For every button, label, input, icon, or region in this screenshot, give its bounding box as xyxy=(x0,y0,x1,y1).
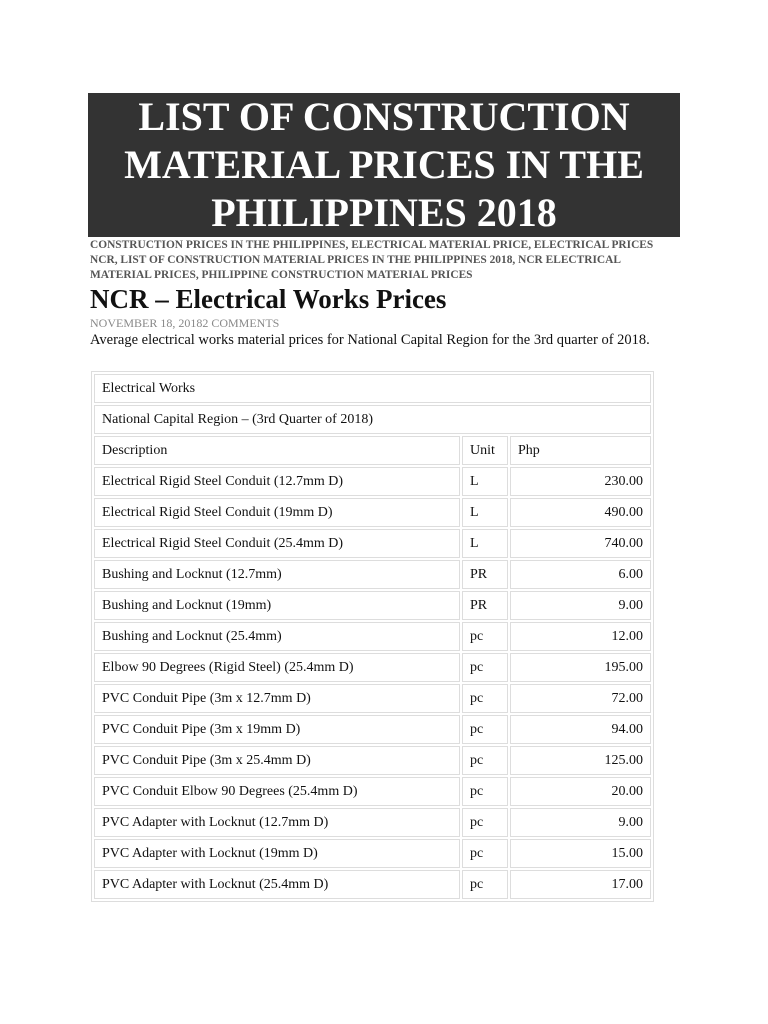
row-description: PVC Adapter with Locknut (25.4mm D) xyxy=(94,870,460,899)
row-description: PVC Conduit Pipe (3m x 25.4mm D) xyxy=(94,746,460,775)
table-row xyxy=(94,498,651,527)
row-unit: L xyxy=(462,529,508,558)
table-row xyxy=(94,839,651,868)
category-link[interactable]: ELECTRICAL MATERIAL PRICE xyxy=(351,239,529,251)
table-row xyxy=(94,591,651,620)
row-price: 72.00 xyxy=(510,684,651,713)
row-unit: pc xyxy=(462,653,508,682)
row-description: PVC Adapter with Locknut (12.7mm D) xyxy=(94,808,460,837)
row-unit: pc xyxy=(462,808,508,837)
row-price: 15.00 xyxy=(510,839,651,868)
row-description: Electrical Rigid Steel Conduit (25.4mm D) xyxy=(94,529,460,558)
category-list: CONSTRUCTION PRICES IN THE PHILIPPINES, ELECTRICAL MATERIAL PRICE, ELECTRICAL PRICES NCR, LIST OF CONSTRUCTION MATERIAL PRICES IN THE PHILIPPINES 2018, NCR ELECTRICAL MATERIAL PRICES, PHILIPPINE CONSTRUCTION MATERIAL PRICES xyxy=(90,239,654,281)
row-unit: pc xyxy=(462,839,508,868)
table-row xyxy=(94,622,651,651)
row-unit: pc xyxy=(462,777,508,806)
row-unit: PR xyxy=(462,560,508,589)
row-description: PVC Conduit Pipe (3m x 19mm D) xyxy=(94,715,460,744)
row-unit: L xyxy=(462,467,508,496)
table-row xyxy=(94,746,651,775)
row-price: 9.00 xyxy=(510,808,651,837)
header-price: Php xyxy=(510,436,651,465)
row-description: Electrical Rigid Steel Conduit (19mm D) xyxy=(94,498,460,527)
post-title: NCR – Electrical Works Prices xyxy=(90,284,447,314)
row-description: Bushing and Locknut (12.7mm) xyxy=(94,560,460,589)
banner-line-1: LIST OF CONSTRUCTION xyxy=(138,94,630,139)
row-price: 12.00 xyxy=(510,622,651,651)
table-subtitle-row xyxy=(94,405,651,434)
row-unit: pc xyxy=(462,715,508,744)
header-description: Description xyxy=(94,436,460,465)
row-price: 9.00 xyxy=(510,591,651,620)
table-row xyxy=(94,467,651,496)
table-header-row xyxy=(94,436,651,465)
row-unit: PR xyxy=(462,591,508,620)
row-description: PVC Adapter with Locknut (19mm D) xyxy=(94,839,460,868)
category-link[interactable]: LIST OF CONSTRUCTION MATERIAL PRICES IN THE PHILIPPINES 2018 xyxy=(120,254,513,266)
post-date[interactable]: NOVEMBER 18, 2018 xyxy=(90,316,203,330)
table-title-row xyxy=(94,374,651,403)
table-row xyxy=(94,560,651,589)
table-row xyxy=(94,715,651,744)
row-price: 230.00 xyxy=(510,467,651,496)
category-link[interactable]: NCR ELECTRICAL MATERIAL PRICES xyxy=(90,254,621,281)
table-subtitle: National Capital Region – (3rd Quarter of 2018) xyxy=(94,405,651,434)
table-row xyxy=(94,653,651,682)
row-unit: pc xyxy=(462,684,508,713)
page-banner xyxy=(88,93,680,237)
price-table xyxy=(91,371,654,902)
table-row xyxy=(94,529,651,558)
row-unit: L xyxy=(462,498,508,527)
row-price: 20.00 xyxy=(510,777,651,806)
row-description: Bushing and Locknut (19mm) xyxy=(94,591,460,620)
category-link[interactable]: PHILIPPINE CONSTRUCTION MATERIAL PRICES xyxy=(201,269,473,281)
row-unit: pc xyxy=(462,746,508,775)
comments-link[interactable]: 2 COMMENTS xyxy=(202,316,280,330)
table-title: Electrical Works xyxy=(94,374,651,403)
row-price: 740.00 xyxy=(510,529,651,558)
row-description: Electrical Rigid Steel Conduit (12.7mm D) xyxy=(94,467,460,496)
row-price: 125.00 xyxy=(510,746,651,775)
category-link[interactable]: CONSTRUCTION PRICES IN THE PHILIPPINES xyxy=(90,239,346,251)
row-price: 6.00 xyxy=(510,560,651,589)
table-row xyxy=(94,777,651,806)
post-meta xyxy=(90,316,279,330)
table-row xyxy=(94,808,651,837)
row-unit: pc xyxy=(462,870,508,899)
row-price: 94.00 xyxy=(510,715,651,744)
row-price: 490.00 xyxy=(510,498,651,527)
row-price: 17.00 xyxy=(510,870,651,899)
banner-line-3: PHILIPPINES 2018 xyxy=(211,190,557,235)
row-description: Bushing and Locknut (25.4mm) xyxy=(94,622,460,651)
table-row xyxy=(94,684,651,713)
header-unit: Unit xyxy=(462,436,508,465)
row-price: 195.00 xyxy=(510,653,651,682)
post-intro: Average electrical works material prices for National Capital Region for the 3rd quarter of 2018. xyxy=(90,332,650,348)
row-description: PVC Conduit Elbow 90 Degrees (25.4mm D) xyxy=(94,777,460,806)
row-description: Elbow 90 Degrees (Rigid Steel) (25.4mm D) xyxy=(94,653,460,682)
category-link[interactable]: ELECTRICAL PRICES NCR xyxy=(90,239,654,266)
banner-line-2: MATERIAL PRICES IN THE xyxy=(124,142,644,187)
row-unit: pc xyxy=(462,622,508,651)
row-description: PVC Conduit Pipe (3m x 12.7mm D) xyxy=(94,684,460,713)
table-row xyxy=(94,870,651,899)
